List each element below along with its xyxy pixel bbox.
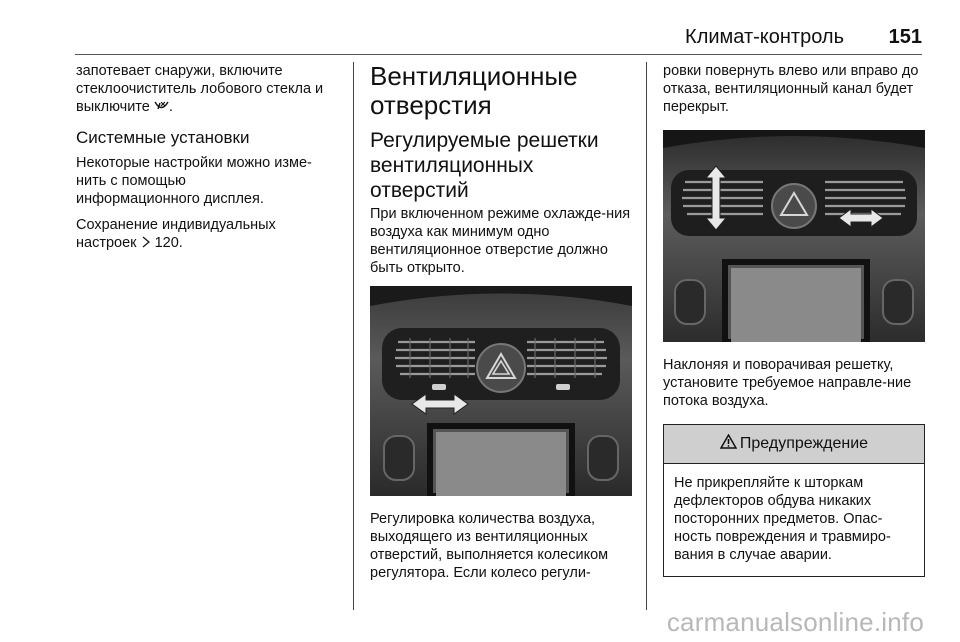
paragraph-intro: При включенном режиме охлажде-ния воздуха как минимум одно вентиляционное отверстие должно быть открыто. [370, 206, 631, 276]
column-divider [646, 62, 647, 610]
air-vents-photo [370, 286, 632, 496]
paragraph-continued: ровки повернуть влево или вправо до отказа, вентиляционный канал будет перекрыт. [663, 63, 919, 115]
warning-header [664, 425, 924, 464]
chapter-title: Вентиляционные отверстия [370, 61, 578, 120]
page-reference-arrow-icon [141, 235, 151, 251]
warning-box [663, 424, 925, 577]
caption-airflow: Регулировка количества воздуха, выходящего из вентиляционных отверстий, выполняется колесиком регулятора. Если колесо регули- [370, 511, 609, 581]
column-divider [353, 62, 354, 610]
warning-triangle-icon [720, 434, 740, 454]
subsection-title: Регулируемые решетки вентиляционных отверстий [370, 129, 599, 202]
column-1 [76, 62, 338, 252]
vent-direction-photo [663, 130, 925, 342]
windscreen-wiper-off-icon [154, 99, 169, 115]
header-title: Климат-контроль [685, 26, 844, 48]
caption-direction: Наклоняя и поворачивая решетку, установите требуемое направле-ние потока воздуха. [663, 357, 912, 409]
watermark: carmanualsonline.info [666, 607, 924, 637]
column-2 [370, 62, 632, 582]
paragraph-defog: запотевает снаружи, включите стеклоочиститель лобового стекла и выключите . [76, 63, 324, 115]
paragraph-system-settings: Некоторые настройки можно изме- нить с помощью информационного дисплея. [76, 155, 312, 207]
page-reference-link[interactable]: 120. [154, 235, 183, 251]
running-header [75, 24, 922, 55]
warning-text: Не прикрепляйте к шторкам дефлекторов обдува никаких посторонних предметов. Опас-ность повреждения и травмиро-вания в случае аварии. [674, 475, 891, 563]
section-title: Системные установки [76, 128, 250, 147]
page-number: 151 [888, 26, 922, 48]
paragraph-save-settings: Сохранение индивидуальных настроек 120. [76, 217, 276, 251]
warning-title: Предупреждение [739, 435, 869, 452]
column-3 [663, 62, 925, 577]
